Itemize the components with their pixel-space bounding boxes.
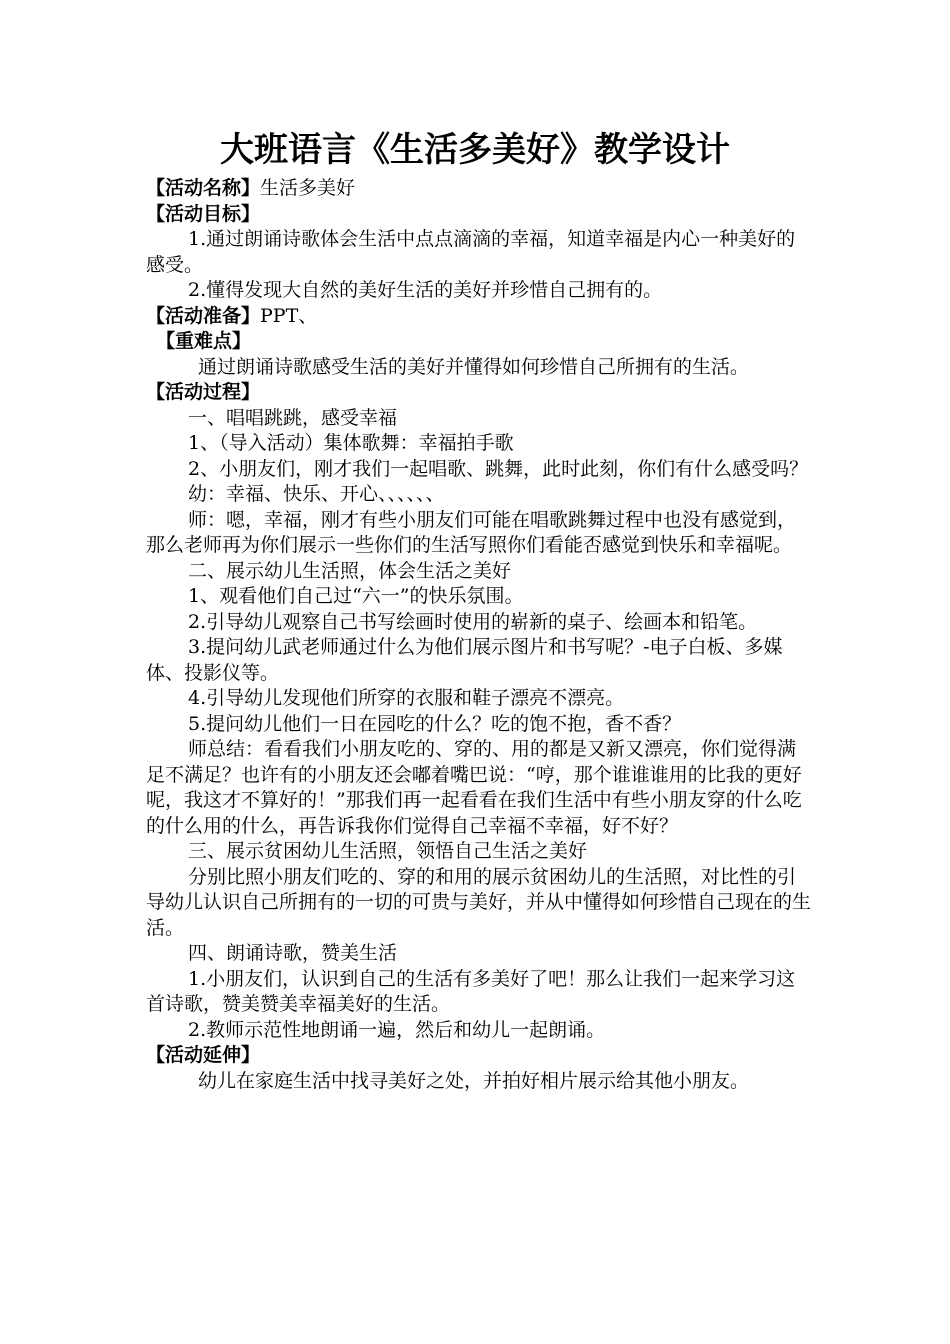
process-paragraph: 师：嗯，幸福，刚才有些小朋友们可能在唱歌跳舞过程中也没有感觉到，那么老师再为你们展示一些你们的生活写照你们看能否感觉到快乐和幸福呢。 — [146, 508, 797, 556]
process-paragraph: 四、朗诵诗歌，赞美生活 — [188, 942, 398, 964]
process-paragraph: 1、（导入活动）集体歌舞：幸福拍手歌 — [188, 432, 514, 454]
preparation-value: PPT、 — [260, 304, 318, 327]
process-paragraph: 2、小朋友们，刚才我们一起唱歌、跳舞，此时此刻，你们有什么感受吗？ — [188, 457, 809, 480]
process-heading: 【活动过程】 — [146, 381, 261, 403]
objective-item: 2.懂得发现大自然的美好生活的美好并珍惜自己拥有的。 — [188, 279, 663, 301]
process-paragraph: 3.提问幼儿武老师通过什么为他们展示图片和书写呢？-电子白板、多媒体、投影仪等。 — [146, 636, 783, 684]
process-paragraph: 一、唱唱跳跳，感受幸福 — [188, 406, 398, 429]
process-paragraph: 分别比照小朋友们吃的、穿的和用的展示贫困幼儿的生活照，对比性的引导幼儿认识自己所拥有的一切的可贵与美好，并从中懂得如何珍惜自己现在的生活。 — [146, 865, 812, 939]
key-points-text: 通过朗诵诗歌感受生活的美好并懂得如何珍惜自己所拥有的生活。 — [198, 355, 750, 378]
process-paragraph: 2.教师示范性地朗诵一遍，然后和幼儿一起朗诵。 — [188, 1018, 606, 1041]
activity-name-value: 生活多美好 — [260, 177, 356, 199]
process-paragraph: 1、观看他们自己过“六一”的快乐氛围。 — [188, 585, 524, 607]
key-points-heading — [146, 329, 814, 355]
process-paragraph: 1.小朋友们，认识到自己的生活有多美好了吧！那么让我们一起来学习这首诗歌，赞美赞美幸福美好的生活。 — [146, 967, 796, 1015]
activity-name-heading — [146, 176, 814, 202]
extension-text: 幼儿在家庭生活中找寻美好之处，并拍好相片展示给其他小朋友。 — [198, 1069, 750, 1092]
preparation-heading — [146, 304, 814, 330]
extension-heading: 【活动延伸】 — [146, 1044, 261, 1066]
document-body — [146, 176, 814, 1094]
process-paragraph: 2.引导幼儿观察自己书写绘画时使用的崭新的桌子、绘画本和铅笔。 — [188, 610, 758, 633]
preparation-label: 【活动准备】 — [146, 304, 261, 327]
process-paragraph: 二、展示幼儿生活照，体会生活之美好 — [188, 559, 512, 582]
activity-name-label: 【活动名称】 — [146, 177, 261, 199]
key-points-label: 【重难点】 — [156, 330, 252, 352]
document-title: 大班语言《生活多美好》教学设计 — [220, 130, 730, 170]
process-paragraph: 三、展示贫困幼儿生活照，领悟自己生活之美好 — [188, 840, 588, 862]
objective-item: 1.通过朗诵诗歌体会生活中点点滴滴的幸福，知道幸福是内心一种美好的感受。 — [146, 228, 796, 276]
process-paragraph: 5.提问幼儿他们一日在园吃的什么？吃的饱不抱，香不香？ — [188, 712, 682, 735]
objectives-heading: 【活动目标】 — [146, 202, 261, 225]
process-paragraph: 幼：幸福、快乐、开心、、、、、、 — [188, 483, 445, 505]
process-paragraph: 师总结：看看我们小朋友吃的、穿的、用的都是又新又漂亮，你们觉得满足不满足？也许有的小朋友还会嘟着嘴巴说：“哼，那个谁谁谁用的比我的更好呢，我这才不算好的！”那我们再一起看看在我们生活中有些小朋友穿的什么吃的什么用的什么，再告诉我你们觉得自己幸福不幸福，好不好？ — [146, 738, 802, 837]
process-paragraph: 4.引导幼儿发现他们所穿的衣服和鞋子漂亮不漂亮。 — [188, 687, 625, 709]
